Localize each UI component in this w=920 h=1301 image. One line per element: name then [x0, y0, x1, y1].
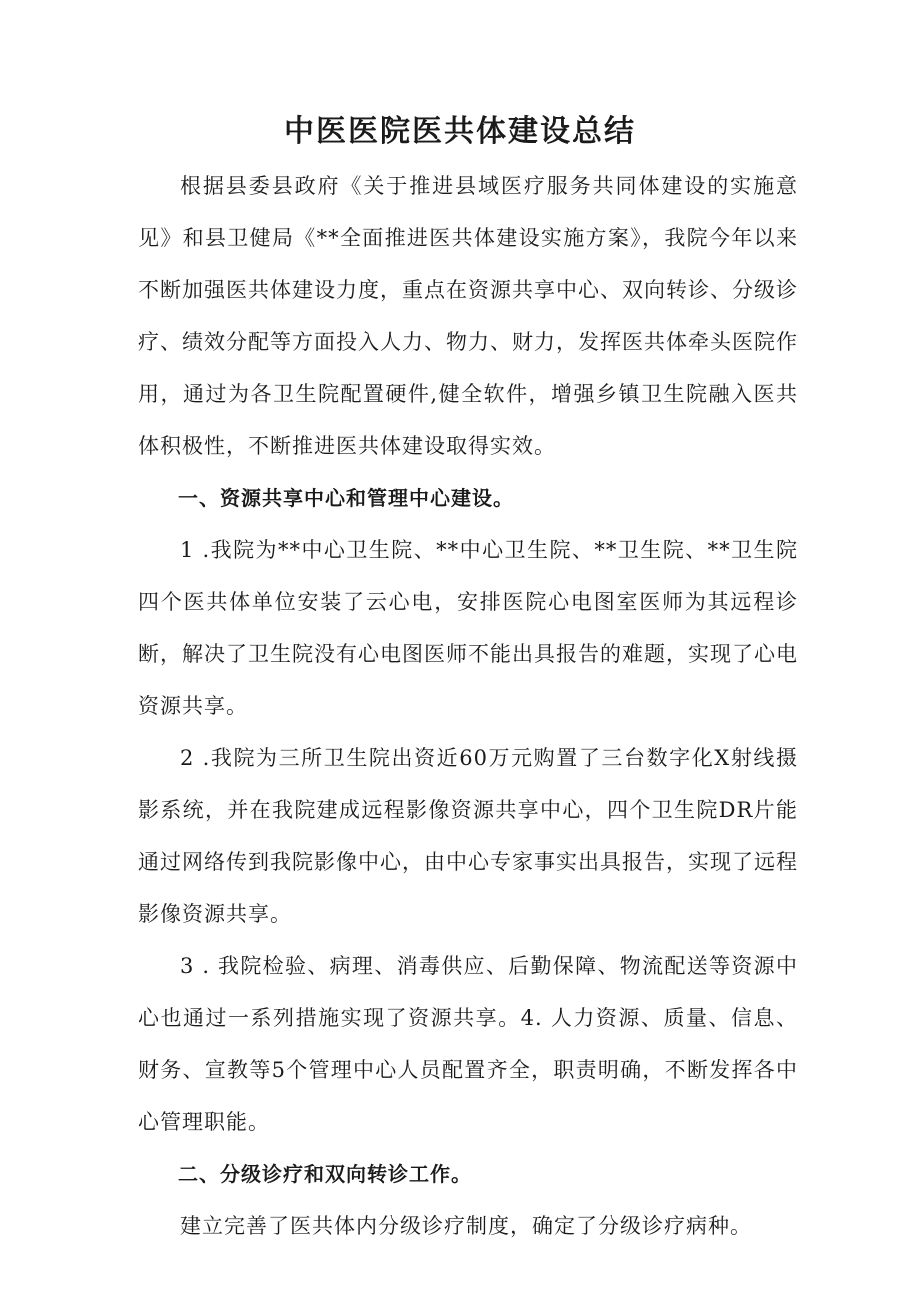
section-1-item-2: 2 .我院为三所卫生院出资近60万元购置了三台数字化X射线摄影系统，并在我院建成远程影像资源共享中心，四个卫生院DR片能通过网络传到我院影像中心，由中心专家事实出具报告，实现了远程影像资源共享。	[138, 746, 798, 926]
section-1-item-1: 1 .我院为**中心卫生院、**中心卫生院、**卫生院、**卫生院四个医共体单位安装了云心电，安排医院心电图室医师为其远程诊断，解决了卫生院没有心电图医师不能出具报告的难题，实现了心电资源共享。	[138, 538, 798, 718]
section-1-item-3: 3 . 我院检验、病理、消毒供应、后勤保障、物流配送等资源中心也通过一系列措施实现了资源共享。4. 人力资源、质量、信息、财务、宣教等5个管理中心人员配置齐全，职责明确，不断发挥各中心管理职能。	[138, 954, 798, 1134]
section-2-paragraph: 建立完善了医共体内分级诊疗制度，确定了分级诊疗病种。	[180, 1214, 752, 1238]
document-body	[138, 160, 798, 1252]
intro-paragraph: 根据县委县政府《关于推进县域医疗服务共同体建设的实施意见》和县卫健局《**全面推进医共体建设实施方案》，我院今年以来不断加强医共体建设力度，重点在资源共享中心、双向转诊、分级诊疗、绩效分配等方面投入人力、物力、财力，发挥医共体牵头医院作用，通过为各卫生院配置硬件,健全软件，增强乡镇卫生院融入医共体积极性，不断推进医共体建设取得实效。	[138, 174, 798, 458]
section-1-heading: 一、资源共享中心和管理中心建设。	[178, 486, 514, 510]
section-2-heading: 二、分级诊疗和双向转诊工作。	[178, 1162, 472, 1186]
document-title: 中医医院医共体建设总结	[284, 114, 636, 149]
